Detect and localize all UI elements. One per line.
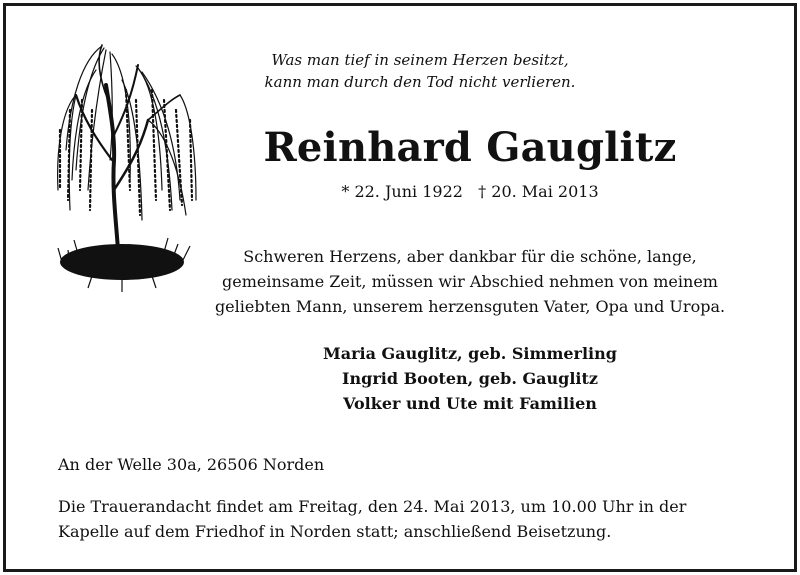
farewell-message <box>190 244 750 319</box>
mourners-list <box>250 341 690 416</box>
mourner-name: Ingrid Booten, geb. Gauglitz <box>342 369 598 388</box>
life-dates: * 22. Juni 1922 † 20. Mai 2013 <box>341 182 599 201</box>
message-line: Schweren Herzens, aber dankbar für die schöne, lange, <box>243 247 697 266</box>
mourner-name: Maria Gauglitz, geb. Simmerling <box>323 344 617 363</box>
quote-line: Was man tief in seinem Herzen besitzt, <box>271 51 569 69</box>
weeping-willow-icon <box>52 40 202 302</box>
deceased-name: Reinhard Gauglitz <box>263 124 677 171</box>
quote-line: kann man durch den Tod nicht verlieren. <box>264 73 576 91</box>
service-info <box>58 494 686 544</box>
family-address: An der Welle 30a, 26506 Norden <box>58 455 325 474</box>
mourner-name: Volker und Ute mit Familien <box>343 394 597 413</box>
message-line: geliebten Mann, unserem herzensguten Vater, Opa und Uropa. <box>214 297 726 316</box>
service-line: Kapelle auf dem Friedhof in Norden statt; anschließend Beisetzung. <box>58 522 612 541</box>
message-line: gemeinsame Zeit, müssen wir Abschied nehmen von meinem <box>222 272 718 291</box>
memorial-quote <box>230 49 610 93</box>
service-line: Die Trauerandacht findet am Freitag, den 24. Mai 2013, um 10.00 Uhr in der <box>58 497 687 516</box>
